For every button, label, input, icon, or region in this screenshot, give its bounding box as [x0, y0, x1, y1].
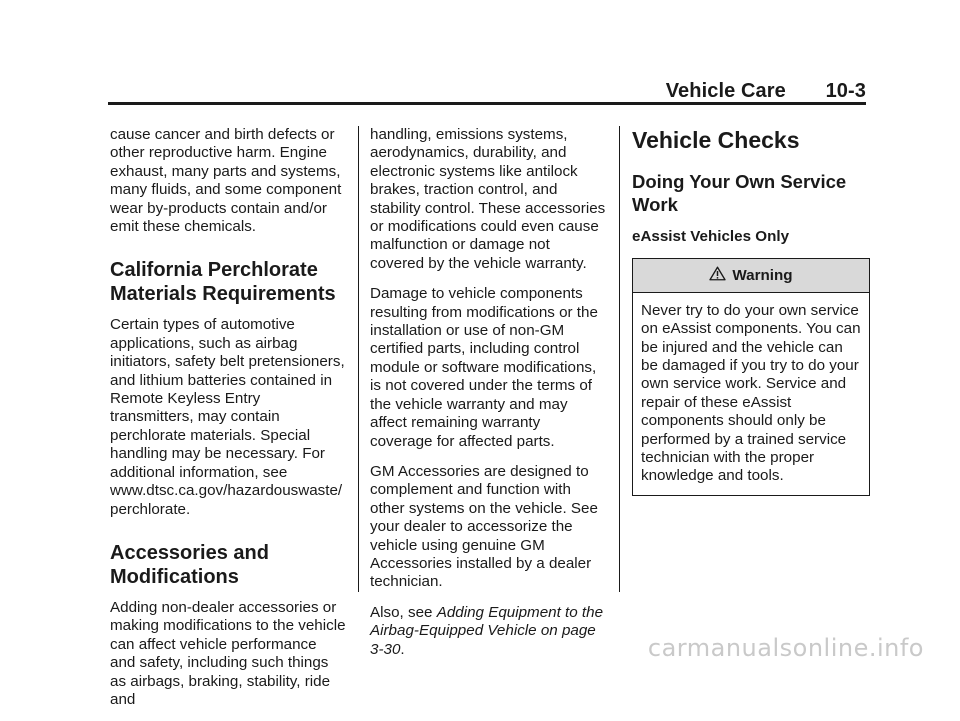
warning-triangle-icon: [709, 266, 726, 281]
warning-box: [632, 258, 870, 495]
service-work-heading: Doing Your Own Service Work: [632, 171, 847, 215]
see-also-prefix: Also, see: [370, 603, 437, 621]
gm-accessories-paragraph: GM Accessories are designed to complement and function with other systems on the vehicle. See your dealer to accessorize the vehicle using genuine GM Accessories installed by a dealer technician.: [370, 462, 598, 591]
see-also-suffix: .: [400, 640, 405, 658]
accessories-paragraph: Adding non-dealer accessories or making modifications to the vehicle can affect vehicle performance and safety, including such things as airbags, braking, stability, ride and: [110, 598, 346, 708]
page-number: 10-3: [825, 80, 866, 102]
page-header: [666, 80, 866, 103]
vehicle-checks-title: Vehicle Checks: [632, 127, 800, 153]
damage-paragraph: Damage to vehicle components resulting from modifications or the installation or use of non-GM certified parts, including control module or software modifications, is not covered under the terms of the vehicle warranty and may affect remaining warranty coverage for affected parts.: [370, 285, 598, 450]
accessories-heading: Accessories and Modifications: [110, 541, 269, 588]
california-paragraph: Certain types of automotive applications, such as airbag initiators, safety belt pretensioners, and lithium batteries contained in Remote Keyless Entry transmitters, may contain perchlorate materials. Special handling may be necessary. For additional information, see www.dtsc.ca.gov/hazardouswaste/ perchlorate.: [110, 316, 345, 518]
see-also-paragraph: [370, 604, 606, 659]
column-3: [632, 126, 870, 496]
column-divider-2: [619, 126, 620, 592]
warning-title: Warning: [732, 267, 793, 285]
header-rule: [108, 102, 866, 105]
column-divider-1: [358, 126, 359, 592]
column-1: [110, 126, 346, 721]
california-heading: California Perchlorate Materials Requirements: [110, 259, 336, 306]
cross-reference-link[interactable]: Adding Equipment to the Airbag-Equipped Vehicle on page 3-30: [370, 603, 604, 658]
warning-title-bar: [633, 259, 869, 292]
intro-paragraph: cause cancer and birth defects or other reproductive harm. Engine exhaust, many parts and systems, many fluids, and some component wear by-products contain and/or emit these chemicals.: [110, 126, 342, 236]
eassist-subhead: eAssist Vehicles Only: [632, 228, 790, 245]
column-2: [370, 126, 606, 671]
warning-body: Never try to do your own service on eAssist components. You can be injured and the vehicle can be damaged if you try to do your own service work. Service and repair of these eAssist components should only be performed by a trained service technician with the proper knowledge and tools.: [641, 301, 861, 485]
section-title: Vehicle Care: [665, 80, 786, 102]
watermark: carmanualsonline.info: [647, 634, 924, 662]
handling-paragraph: handling, emissions systems, aerodynamics, durability, and electronic systems like antilock brakes, traction control, and stability control. These accessories or modifications could even cause malfunction or damage not covered by the vehicle warranty.: [370, 126, 606, 272]
